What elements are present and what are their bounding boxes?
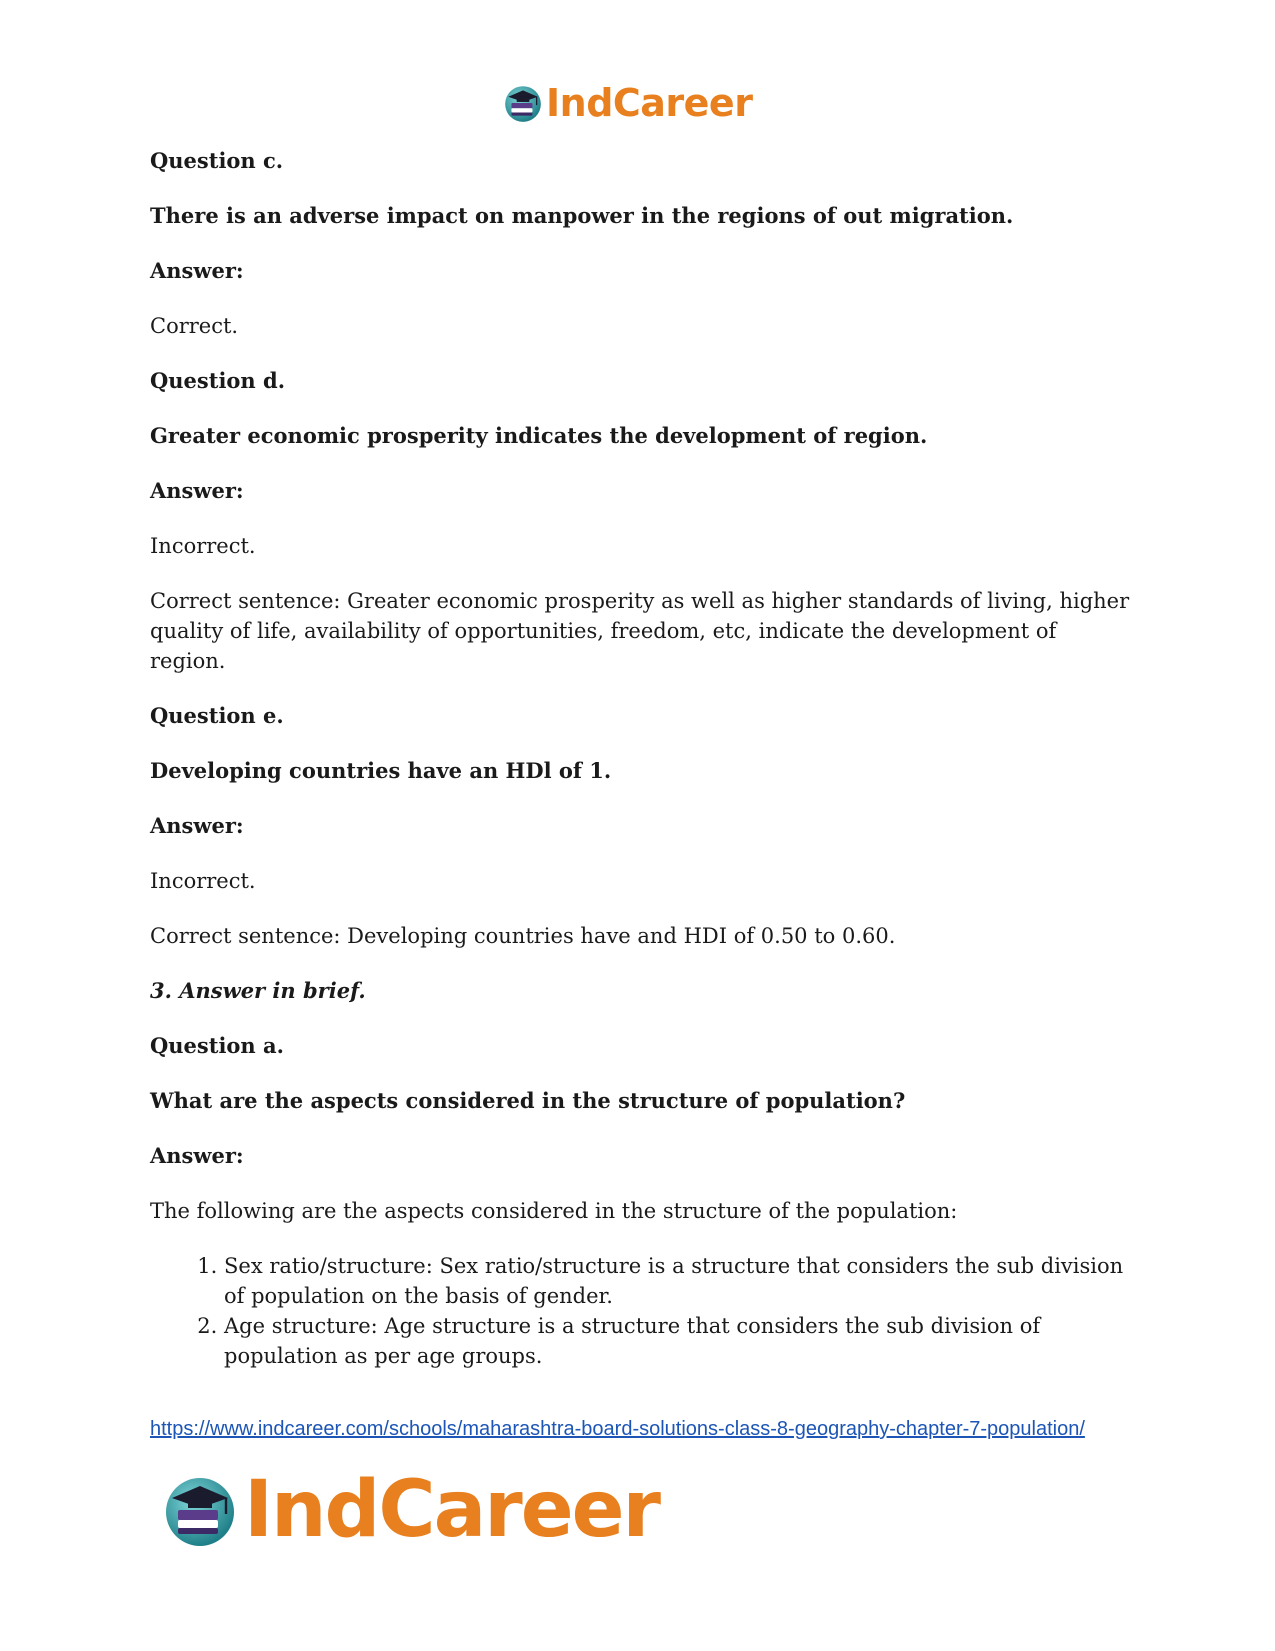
list-item: 1. Sex ratio/structure: Sex ratio/structure is a structure that considers the sub division of population on the basis of gender. (224, 1251, 1130, 1311)
question-c-label: Question c. (150, 148, 284, 173)
question-c-answer-label: Answer: (150, 258, 244, 283)
logo-text: IndCareer (244, 1465, 659, 1555)
question-e-text: Developing countries have an HDl of 1. (150, 758, 612, 783)
graduation-cap-globe-icon (502, 82, 544, 124)
question-3a-label: Question a. (150, 1033, 284, 1058)
question-c-answer: Correct. (150, 314, 239, 338)
main-content (150, 146, 1130, 1447)
question-e-label: Question e. (150, 703, 284, 728)
footer-logo (160, 1465, 659, 1555)
section-3-heading: 3. Answer in brief. (150, 978, 366, 1003)
source-link[interactable]: https://www.indcareer.com/schools/maharashtra-board-solutions-class-8-geography-chapter-7-population/ (150, 1418, 1085, 1440)
aspects-list (150, 1251, 1130, 1371)
question-3a-answer-intro: The following are the aspects considered in the structure of the population: (150, 1199, 958, 1223)
question-3a-text: What are the aspects considered in the structure of population? (150, 1088, 906, 1113)
question-d-correct-sentence: Correct sentence: Greater economic prosperity as well as higher standards of living, higher quality of life, availability of opportunities, freedom, etc, indicate the development of region. (150, 589, 1130, 673)
question-d-label: Question d. (150, 368, 286, 393)
question-d-answer: Incorrect. (150, 534, 256, 558)
question-d-answer-label: Answer: (150, 478, 244, 503)
question-e-correct-sentence: Correct sentence: Developing countries have and HDI of 0.50 to 0.60. (150, 924, 896, 948)
graduation-cap-globe-icon (160, 1470, 240, 1550)
question-3a-answer-label: Answer: (150, 1143, 244, 1168)
header-logo (502, 80, 752, 126)
question-d-text: Greater economic prosperity indicates the development of region. (150, 423, 928, 448)
list-item: 2. Age structure: Age structure is a structure that considers the sub division of population as per age groups. (224, 1311, 1130, 1371)
question-e-answer-label: Answer: (150, 813, 244, 838)
question-e-answer: Incorrect. (150, 869, 256, 893)
logo-text: IndCareer (546, 81, 753, 125)
question-c-text: There is an adverse impact on manpower in the regions of out migration. (150, 203, 1014, 228)
